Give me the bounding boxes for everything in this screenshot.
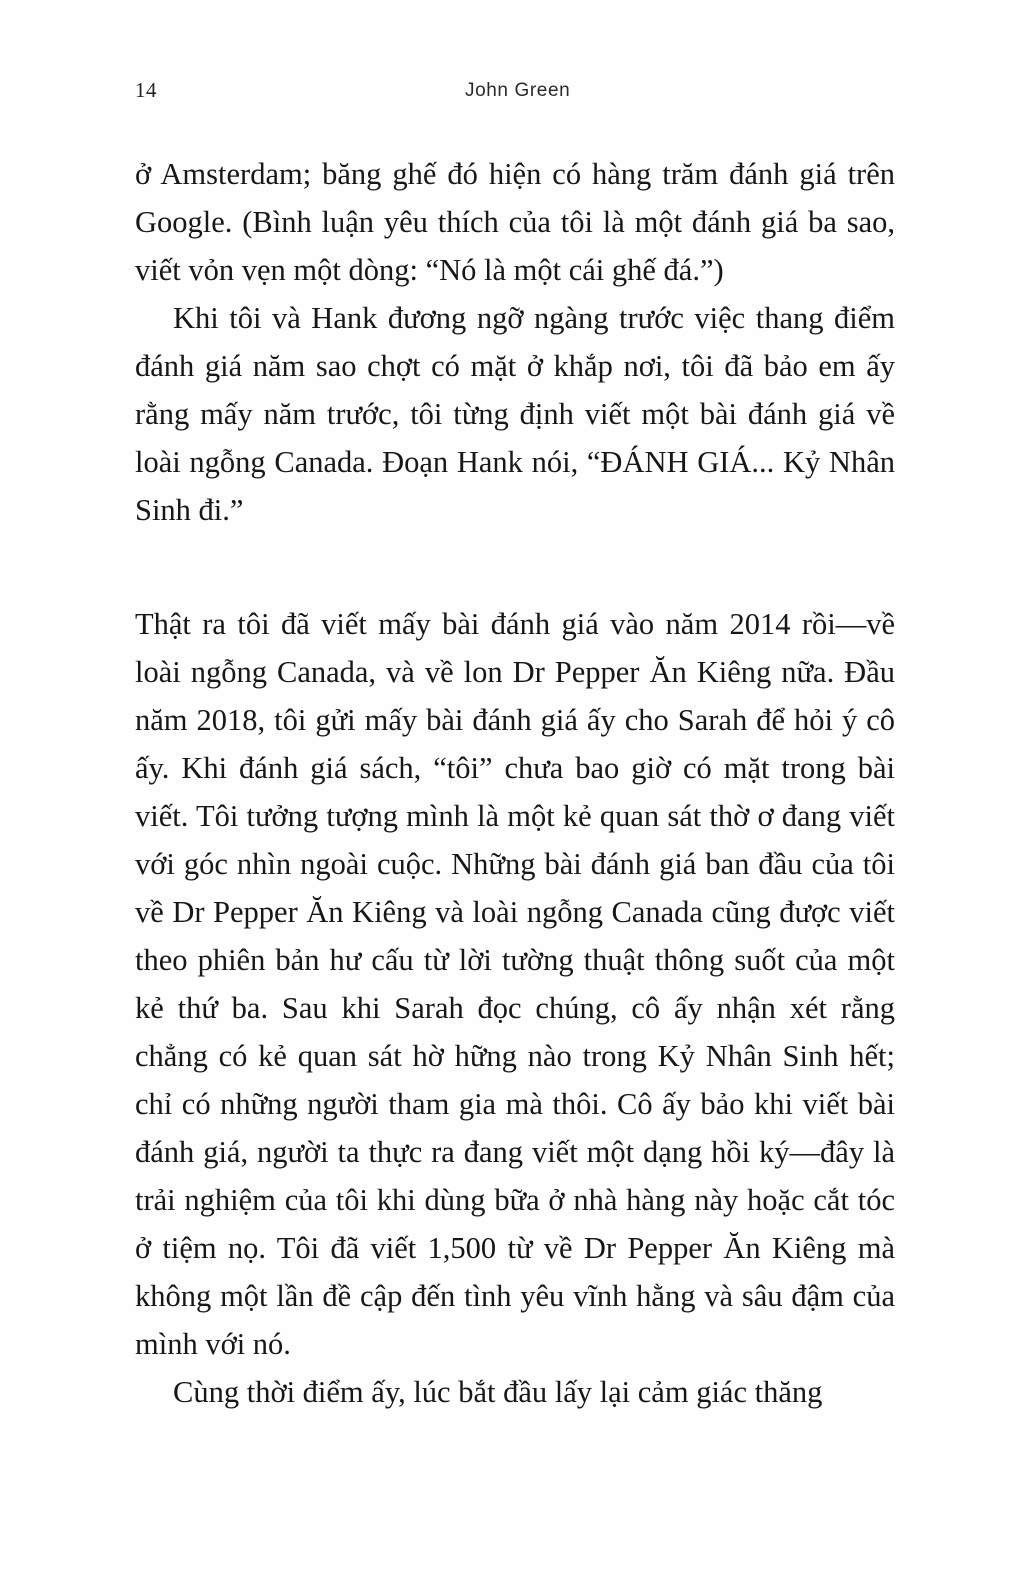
paragraph: ở Amsterdam; băng ghế đó hiện có hàng trăm đánh giá trên Google. (Bình luận yêu thích của tôi là một đánh giá ba sao, viết vỏn vẹn một dòng: “Nó là một cái ghế đá.”) — [135, 157, 895, 287]
paragraph: Khi tôi và Hank đương ngỡ ngàng trước việc thang điểm đánh giá năm sao chợt có mặt ở khắp nơi, tôi đã bảo em ấy rằng mấy năm trước, tôi từng định viết một bài đánh giá về loài ngỗng Canada. Đoạn Hank nói, “ĐÁNH GIÁ... Kỷ Nhân Sinh đi.” — [135, 301, 895, 527]
text-block — [135, 150, 895, 1416]
paragraph: Cùng thời điểm ấy, lúc bắt đầu lấy lại cảm giác thăng — [173, 1375, 823, 1409]
running-head — [135, 78, 895, 108]
paragraph: Thật ra tôi đã viết mấy bài đánh giá vào năm 2014 rồi—về loài ngỗng Canada, và về lon Dr Pepper Ăn Kiêng nữa. Đầu năm 2018, tôi gửi mấy bài đánh giá ấy cho Sarah để hỏi ý cô ấy. Khi đánh giá sách, “tôi” chưa bao giờ có mặt trong bài viết. Tôi tưởng tượng mình là một kẻ quan sát thờ ơ đang viết với góc nhìn ngoài cuộc. Những bài đánh giá ban đầu của tôi về Dr Pepper Ăn Kiêng và loài ngỗng Canada cũng được viết theo phiên bản hư cấu từ lời tường thuật thông suốt của một kẻ thứ ba. Sau khi Sarah đọc chúng, cô ấy nhận xét rằng chẳng có kẻ quan sát hờ hững nào trong Kỷ Nhân Sinh hết; chỉ có những người tham gia mà thôi. Cô ấy bảo khi viết bài đánh giá, người ta thực ra đang viết một dạng hồi ký—đây là trải nghiệm của tôi khi dùng bữa ở nhà hàng này hoặc cắt tóc ở tiệm nọ. Tôi đã viết 1,500 từ về Dr Pepper Ăn Kiêng mà không một lần đề cập đến tình yêu vĩnh hằng và sâu đậm của mình với nó. — [135, 607, 895, 1361]
running-head-author: John Green — [465, 80, 571, 101]
paragraph-break — [135, 534, 895, 600]
page-number: 14 — [135, 78, 157, 102]
